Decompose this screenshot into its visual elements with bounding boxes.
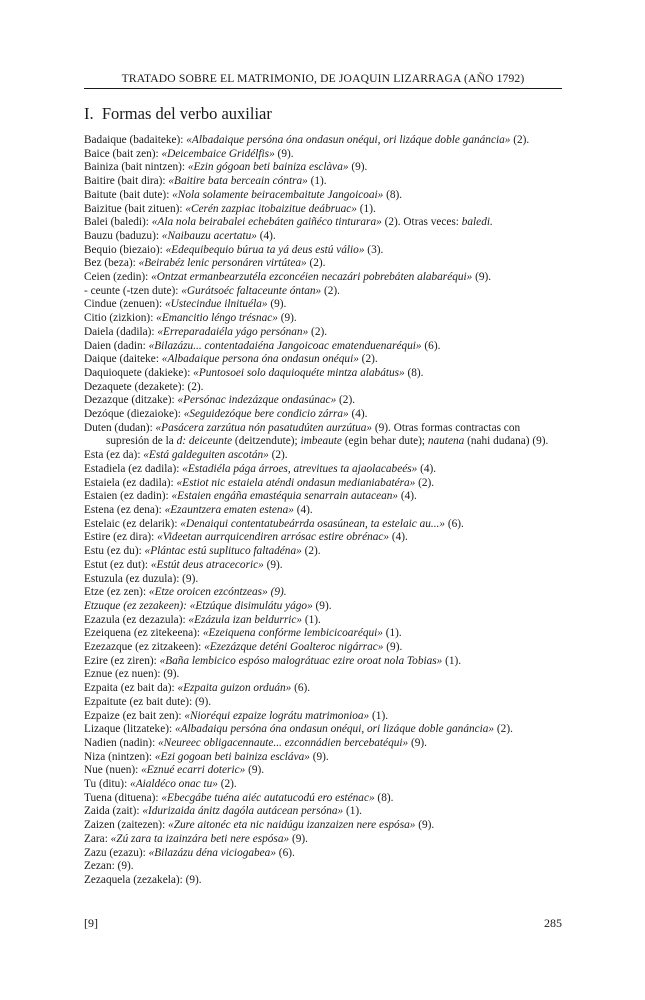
- entry-text: (1).: [343, 805, 363, 818]
- entry-text: Ceien (zedin):: [84, 271, 152, 284]
- entry-text: Estire (ez dira):: [84, 531, 158, 544]
- glossary-entry: [84, 285, 562, 299]
- entry-text: Badaique (badaiteke):: [84, 134, 187, 146]
- glossary-entry: [84, 230, 562, 244]
- entry-text: (2). Otras veces:: [381, 216, 462, 229]
- entry-example: «Estút deus atracecoric»: [150, 558, 264, 571]
- entry-text: (8).: [404, 366, 424, 379]
- glossary-entry: [84, 874, 562, 888]
- entry-text: (9).: [415, 819, 435, 832]
- entry-text: (egin behar dute);: [341, 435, 428, 448]
- entry-example: «Baitire bata berceain cóntra»: [168, 175, 308, 188]
- entry-example: Etzuque (ez zezakeen): «Etzúque disimulátu yágo»: [84, 599, 313, 612]
- glossary-entry: [84, 408, 562, 422]
- glossary-entry: [84, 710, 562, 724]
- entry-example: «Ala nola beirabalei echebáten gaiñéco tinturara»: [151, 216, 382, 229]
- entry-text: Dezóque (diezaioke):: [84, 408, 184, 421]
- entry-text: (6).: [445, 517, 464, 530]
- glossary-entry: [84, 203, 562, 217]
- glossary-entry: [84, 175, 562, 189]
- entry-example: «Seguidezóque bere condicio zárra»: [183, 408, 349, 421]
- entry-example: «Pasácera zarzútua nón pasatudúten aurzútua»: [155, 421, 373, 434]
- glossary-entry: [84, 778, 562, 792]
- entry-text: Daquioquete (dakieke):: [84, 366, 194, 379]
- section-title: Formas del verbo auxiliar: [101, 104, 272, 123]
- section-heading: [84, 104, 272, 124]
- page: [84, 0, 562, 1000]
- glossary-entry: [84, 490, 562, 504]
- entry-text: (2).: [306, 257, 326, 270]
- entry-text: Zazu (ezazu):: [84, 846, 149, 859]
- entry-text: (8).: [383, 188, 403, 201]
- glossary-list: [84, 134, 562, 888]
- entry-example: «Edequibequio búrua ta yá deus estú válio»: [165, 243, 365, 256]
- entry-text: (9).: [267, 298, 287, 311]
- entry-example: «Estadiéla pága árroes, atrevitues ta ajaolacabeés»: [182, 462, 418, 475]
- glossary-entry: [84, 751, 562, 765]
- glossary-entry: [84, 600, 562, 614]
- glossary-entry: [84, 668, 562, 682]
- glossary-entry: [84, 641, 562, 655]
- entry-text: (8).: [374, 791, 394, 804]
- glossary-entry: [84, 271, 562, 285]
- entry-example: «Está galdeguiten ascotán»: [143, 449, 269, 462]
- entry-text: Duten (dudan):: [84, 421, 156, 434]
- glossary-entry: [84, 422, 562, 449]
- entry-text: (4).: [417, 462, 437, 475]
- glossary-entry: [84, 134, 562, 148]
- glossary-entry: [84, 531, 562, 545]
- entry-example: «Ezi gogoan beti bainiza escláva»: [154, 750, 310, 763]
- glossary-entry: [84, 805, 562, 819]
- entry-text: - ceunte (-tzen dute):: [84, 284, 182, 297]
- entry-example: nautena: [427, 435, 465, 448]
- entry-text: (4).: [293, 503, 313, 516]
- entry-text: (2).: [494, 723, 513, 736]
- glossary-entry: [84, 559, 562, 573]
- glossary-entry: [84, 545, 562, 559]
- glossary-entry: [84, 326, 562, 340]
- entry-text: (9).: [263, 558, 283, 571]
- glossary-entry: [84, 860, 562, 874]
- entry-text: (9).: [408, 736, 427, 749]
- entry-example: «Etze oroicen ezcóntzeas»: [148, 586, 268, 599]
- entry-example: «Emancitio léngo trésnac»: [156, 312, 278, 325]
- entry-text: Estaiela (ez dadila):: [84, 476, 177, 489]
- entry-example: «Albadaiqu persóna óna ondasun onéqui, ori lizáque doble ganáncia»: [174, 723, 495, 736]
- entry-text: Estadiela (ez dadila):: [84, 462, 183, 475]
- entry-text: (2).: [321, 284, 340, 297]
- glossary-entry: [84, 216, 562, 230]
- entry-text: Baitute (bait dute):: [84, 188, 173, 201]
- glossary-entry: [84, 655, 562, 669]
- entry-example: «Estaien engáña emastéquia senarrain autacean»: [171, 490, 399, 503]
- entry-text: (9). Otras formas contractas con supresión de la: [106, 421, 521, 448]
- entry-text: Estelaic (ez delarik):: [84, 517, 181, 530]
- entry-text: (6).: [421, 339, 441, 352]
- glossary-entry: [84, 477, 562, 491]
- entry-text: (1).: [302, 613, 321, 626]
- entry-text: (2).: [510, 134, 530, 146]
- glossary-entry: [84, 792, 562, 806]
- entry-example: «Albadaique persona óna ondasun onéqui»: [161, 353, 359, 366]
- glossary-entry: [84, 586, 562, 600]
- entry-example: «Eznué ecarri doteric»: [141, 764, 246, 777]
- glossary-entry: [84, 257, 562, 271]
- entry-text: (1).: [369, 709, 389, 722]
- entry-example: «Videetan aurrquicendiren arrósac estire obrénac»: [157, 531, 390, 544]
- entry-text: Ezpaita (ez bait da):: [84, 682, 178, 695]
- entry-text: (2).: [336, 394, 356, 407]
- entry-text: Niza (nintzen):: [84, 750, 155, 763]
- entry-example: baledi.: [461, 216, 493, 229]
- entry-example: «Deicembaice Gridélfis»: [161, 147, 275, 160]
- entry-example: «Plántac estú suplituco faltadéna»: [144, 545, 302, 558]
- glossary-entry: [84, 847, 562, 861]
- entry-text: Citio (zizkion):: [84, 312, 157, 325]
- entry-text: (1).: [382, 627, 402, 640]
- entry-example: «Ebecgábe tuéna aiéc autatucodú ero esténac»: [161, 791, 375, 804]
- entry-example: «Ezpaita guizon orduán»: [177, 682, 292, 695]
- glossary-entry: [84, 449, 562, 463]
- page-bracket-number: [9]: [84, 916, 98, 930]
- glossary-entry: [84, 764, 562, 778]
- glossary-entry: [84, 696, 562, 710]
- glossary-entry: [84, 518, 562, 532]
- section-number: I.: [84, 104, 94, 123]
- entry-text: (2).: [301, 545, 321, 558]
- entry-text: Bainiza (bait nintzen):: [84, 161, 188, 174]
- entry-text: Lizaque (litzateke):: [84, 723, 175, 736]
- running-head: TRATADO SOBRE EL MATRIMONIO, DE JOAQUIN LIZARRAGA (AÑO 1792): [121, 72, 525, 85]
- entry-text: (2).: [308, 325, 328, 338]
- entry-example: «Albadaique persóna óna ondasun onéqui, ori lizáque doble ganáncia»: [186, 134, 511, 146]
- glossary-entry: [84, 737, 562, 751]
- entry-text: Tu (ditu):: [84, 778, 131, 791]
- entry-text: Ezpaitute (ez bait dute): (9).: [84, 695, 212, 708]
- entry-text: (6).: [291, 682, 311, 695]
- glossary-entry: [84, 381, 562, 395]
- entry-text: Bequio (biezaio):: [84, 243, 166, 256]
- entry-example: «Ezázula izan beldurric»: [188, 613, 303, 626]
- glossary-entry: [84, 723, 562, 737]
- entry-text: Zezan: (9).: [84, 860, 134, 873]
- glossary-entry: [84, 367, 562, 381]
- entry-text: Dezazque (ditzake):: [84, 394, 178, 407]
- entry-text: Ezazula (ez dezazula):: [84, 613, 189, 626]
- entry-text: Estut (ez dut):: [84, 558, 151, 571]
- entry-example: «Beirabéz lenic personáren virtútea»: [138, 257, 307, 270]
- entry-example: «Denaiqui contentatubeárrda osasúnean, ta estelaic au...»: [180, 517, 446, 530]
- entry-text: Eznue (ez nuen): (9).: [84, 668, 180, 681]
- entry-example: «Nioréqui ezpaize lográtu matrimonioa»: [184, 709, 370, 722]
- entry-text: (4).: [256, 229, 276, 242]
- entry-example: «Bilazázu déna viciogabea»: [148, 846, 276, 859]
- entry-example: «Ezezázque deténi Goalteroc nigárrac»: [204, 641, 384, 654]
- entry-example: «Persónac indezázque ondasúnac»: [177, 394, 337, 407]
- entry-text: Estena (ez dena):: [84, 503, 165, 516]
- entry-text: Estaien (ez dadin):: [84, 490, 172, 503]
- entry-text: (1).: [442, 654, 462, 667]
- entry-text: Etze (ez zen):: [84, 586, 149, 599]
- entry-example: «Zure aitonéc eta nic naidúgu izanzaizen nere espósa»: [168, 819, 416, 832]
- entry-text: Dezaquete (dezakete): (2).: [84, 380, 204, 393]
- glossary-entry: [84, 340, 562, 354]
- page-number: 285: [544, 916, 562, 930]
- entry-example: «Bilazázu... contentadaiéna Jangoicoac ematenduenaréqui»: [148, 339, 422, 352]
- entry-text: Bez (beza):: [84, 257, 139, 270]
- entry-text: (9).: [472, 271, 492, 284]
- entry-text: (2).: [358, 353, 378, 366]
- entry-text: (nahi dudana) (9).: [464, 435, 549, 448]
- entry-text: (9).: [383, 641, 403, 654]
- glossary-entry: [84, 504, 562, 518]
- entry-text: Estu (ez du):: [84, 545, 145, 558]
- entry-text: Daiela (dadila):: [84, 325, 158, 338]
- entry-text: Ezpaize (ez bait zen):: [84, 709, 185, 722]
- glossary-entry: [84, 148, 562, 162]
- entry-text: (9).: [277, 312, 297, 325]
- entry-example: «Ezeiquena confórme lembicicoaréqui»: [202, 627, 383, 640]
- entry-example: (9).: [270, 586, 287, 599]
- entry-example: «Idurizaida ánitz dagóla autácean persóna»: [142, 805, 344, 818]
- glossary-entry: [84, 463, 562, 477]
- entry-example: imbeaute: [300, 435, 342, 448]
- entry-text: (4).: [348, 408, 368, 421]
- entry-text: (3).: [364, 243, 384, 256]
- entry-text: Daique (daiteke:: [84, 353, 162, 366]
- glossary-entry: [84, 833, 562, 847]
- glossary-entry: [84, 627, 562, 641]
- glossary-entry: [84, 244, 562, 258]
- entry-example: «Baña lembicico espóso malográtuac ezire oroat nola Tobias»: [159, 654, 443, 667]
- entry-example: d: deiceunte: [176, 435, 233, 448]
- entry-text: Zaizen (zaitezen):: [84, 819, 169, 832]
- entry-text: Tuena (dituena):: [84, 791, 162, 804]
- entry-example: «Estiot nic estaiela aténdi ondasun medianiabatéra»: [176, 476, 416, 489]
- entry-text: Nadien (nadin):: [84, 736, 159, 749]
- entry-text: (deitzendute);: [232, 435, 301, 448]
- entry-text: Zara:: [84, 832, 111, 845]
- entry-example: «Ezin gógoan beti bainiza esclàva»: [187, 161, 349, 174]
- glossary-entry: [84, 614, 562, 628]
- entry-text: (4).: [398, 490, 417, 503]
- glossary-entry: [84, 682, 562, 696]
- entry-example: «Gurátsoéc faltaceunte óntan»: [181, 284, 322, 297]
- entry-text: (2).: [217, 778, 237, 791]
- entry-text: (9).: [309, 750, 329, 763]
- entry-text: Ezeiquena (ez zitekeena):: [84, 627, 203, 640]
- glossary-entry: [84, 819, 562, 833]
- header-rule: [84, 88, 562, 89]
- entry-text: Estuzula (ez duzula): (9).: [84, 572, 199, 585]
- entry-text: Baizitue (bait zituen):: [84, 202, 186, 215]
- entry-text: (1).: [356, 202, 376, 215]
- entry-text: Ezezazque (ez zitzakeen):: [84, 641, 205, 654]
- entry-example: «Aialdéco onac tu»: [130, 778, 218, 791]
- entry-text: Zaida (zait):: [84, 805, 143, 818]
- entry-text: (4).: [389, 531, 408, 544]
- entry-example: «Cerén zazpiac itobaizitue deábruac»: [185, 202, 357, 215]
- glossary-entry: [84, 573, 562, 587]
- glossary-entry: [84, 312, 562, 326]
- entry-text: Zezaquela (zezakela): (9).: [84, 873, 202, 886]
- entry-example: «Naibauzu acertatu»: [161, 229, 257, 242]
- entry-text: (1).: [307, 175, 327, 188]
- entry-example: «Zú zara ta izainzára beti nere espósa»: [110, 832, 290, 845]
- entry-text: Daien (dadin:: [84, 339, 149, 352]
- entry-example: «Puntosoei solo daquioquéte mintza alabátus»: [193, 366, 405, 379]
- entry-text: (2).: [268, 449, 288, 462]
- entry-text: (9).: [289, 832, 308, 845]
- entry-text: (6).: [275, 846, 295, 859]
- entry-text: (9).: [274, 147, 294, 160]
- entry-example: «Ustecindue ilnituéla»: [164, 298, 268, 311]
- entry-text: Cindue (zenuen):: [84, 298, 165, 311]
- entry-example: «Neureec obligacennaute... ezconnádien bercebatéqui»: [158, 736, 409, 749]
- glossary-entry: [84, 298, 562, 312]
- glossary-entry: [84, 353, 562, 367]
- entry-text: Nue (nuen):: [84, 764, 142, 777]
- entry-text: (9).: [245, 764, 265, 777]
- entry-text: Ezire (ez ziren):: [84, 654, 160, 667]
- entry-example: «Erreparadaiéla yágo persónan»: [157, 325, 309, 338]
- entry-text: (9).: [312, 599, 332, 612]
- glossary-entry: [84, 189, 562, 203]
- entry-example: «Ezauntzera ematen estena»: [164, 503, 294, 516]
- glossary-entry: [84, 394, 562, 408]
- entry-text: Baice (bait zen):: [84, 147, 162, 160]
- glossary-entry: [84, 161, 562, 175]
- entry-example: «Ontzat ermanbearzutéla ezconcéien necazári pobrebáten alabaréqui»: [151, 271, 473, 284]
- entry-text: Balei (baledi):: [84, 216, 152, 229]
- entry-example: «Nola solamente beiracembaitute Jangoicoai»: [172, 188, 384, 201]
- entry-text: Esta (ez da):: [84, 449, 144, 462]
- entry-text: Bauzu (baduzu):: [84, 229, 162, 242]
- entry-text: Baitire (bait dira):: [84, 175, 169, 188]
- entry-text: (2).: [415, 476, 435, 489]
- entry-text: (9).: [348, 161, 368, 174]
